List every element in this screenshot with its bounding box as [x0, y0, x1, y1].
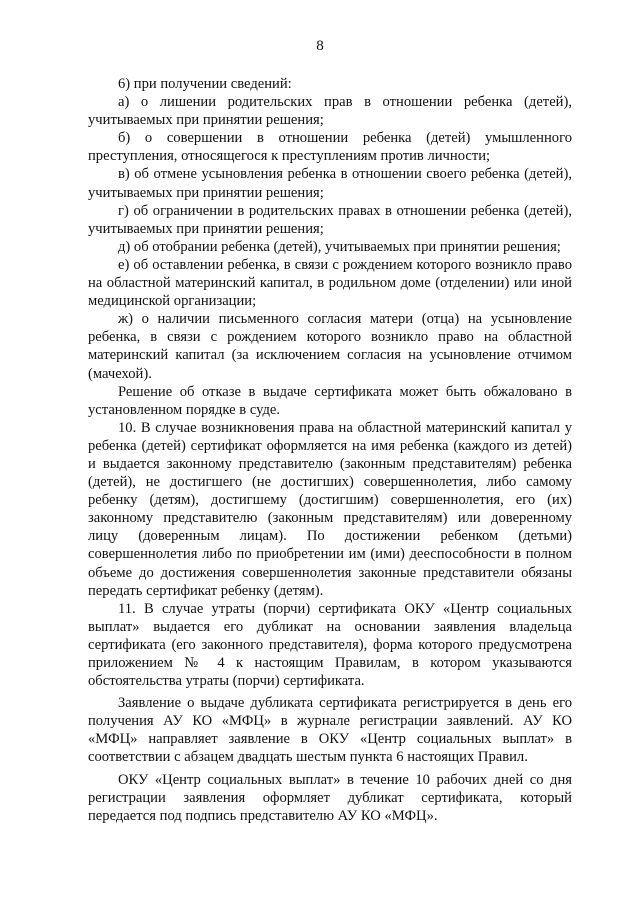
paragraph-subitem-a: а) о лишении родительских прав в отношении ребенка (детей), учитываемых при принятии решения;: [88, 94, 572, 129]
document-body: [88, 75, 572, 825]
page-number: 8: [316, 38, 324, 54]
paragraph-duplicate-application: Заявление о выдаче дубликата сертификата регистрируется в день его получения АУ КО «МФЦ» в журнале регистрации заявлений. АУ КО «МФЦ» направляет заявление в ОКУ «Центр социальных выплат» в соответствии с абзацем двадцать шестым пункта 6 настоящих Правил.: [88, 695, 572, 766]
paragraph-subitem-zh: ж) о наличии письменного согласия матери (отца) на усыновление ребенка, в связи с рождением которого возникло право на областной материнский капитал (за исключением согласия на усыновление отчимом (мачехой).: [88, 311, 572, 382]
paragraph-section-10: 10. В случае возникновения права на областной материнский капитал у ребенка (детей) сертификат оформляется на имя ребенка (каждого из детей) и выдается законному представителю (законным представителям) ребенка (детей), не достигшего (не достигших) совершеннолетия, либо самому ребенку (детям), достигшему (достигшим) совершеннолетия, его (их) законному представителю (законным представителям) или доверенному лицу (доверенным лицам). По достижении ребенком (детьми) совершеннолетия либо по приобретении им (ими) дееспособности в полном объеме до достижения совершеннолетия законные представители обязаны передать сертификат ребенку (детям).: [88, 419, 572, 599]
paragraph-subitem-d: д) об отобрании ребенка (детей), учитываемых при принятии решения;: [118, 238, 561, 255]
paragraph-subitem-e: е) об оставлении ребенка, в связи с рождением которого возникло право на областной материнский капитал, в родильном доме (отделении) или иной медицинской организации;: [88, 256, 572, 310]
paragraph-appeal: Решение об отказе в выдаче сертификата может быть обжаловано в установленном порядке в суде.: [88, 383, 572, 418]
paragraph-subitem-b: б) о совершении в отношении ребенка (детей) умышленного преступления, относящегося к преступлениям против личности;: [88, 130, 572, 165]
paragraph-subitem-v: в) об отмене усыновления ребенка в отношении своего ребенка (детей), учитываемых при принятии решения;: [88, 166, 572, 201]
paragraph-item-6: 6) при получении сведений:: [118, 76, 292, 92]
paragraph-section-11: 11. В случае утраты (порчи) сертификата ОКУ «Центр социальных выплат» выдается его дубликат на основании заявления владельца сертификата (его законного представителя), форма которого предусмотрена приложением № 4 к настоящим Правилам, в котором указываются обстоятельства утраты (порчи) сертификата.: [88, 600, 572, 690]
paragraph-subitem-g: г) об ограничении в родительских правах в отношении ребенка (детей), учитываемых при принятии решения;: [88, 202, 572, 237]
paragraph-duplicate-issuance: ОКУ «Центр социальных выплат» в течение 10 рабочих дней со дня регистрации заявления оформляет дубликат сертификата, который передается под подпись представителю АУ КО «МФЦ».: [88, 771, 572, 824]
